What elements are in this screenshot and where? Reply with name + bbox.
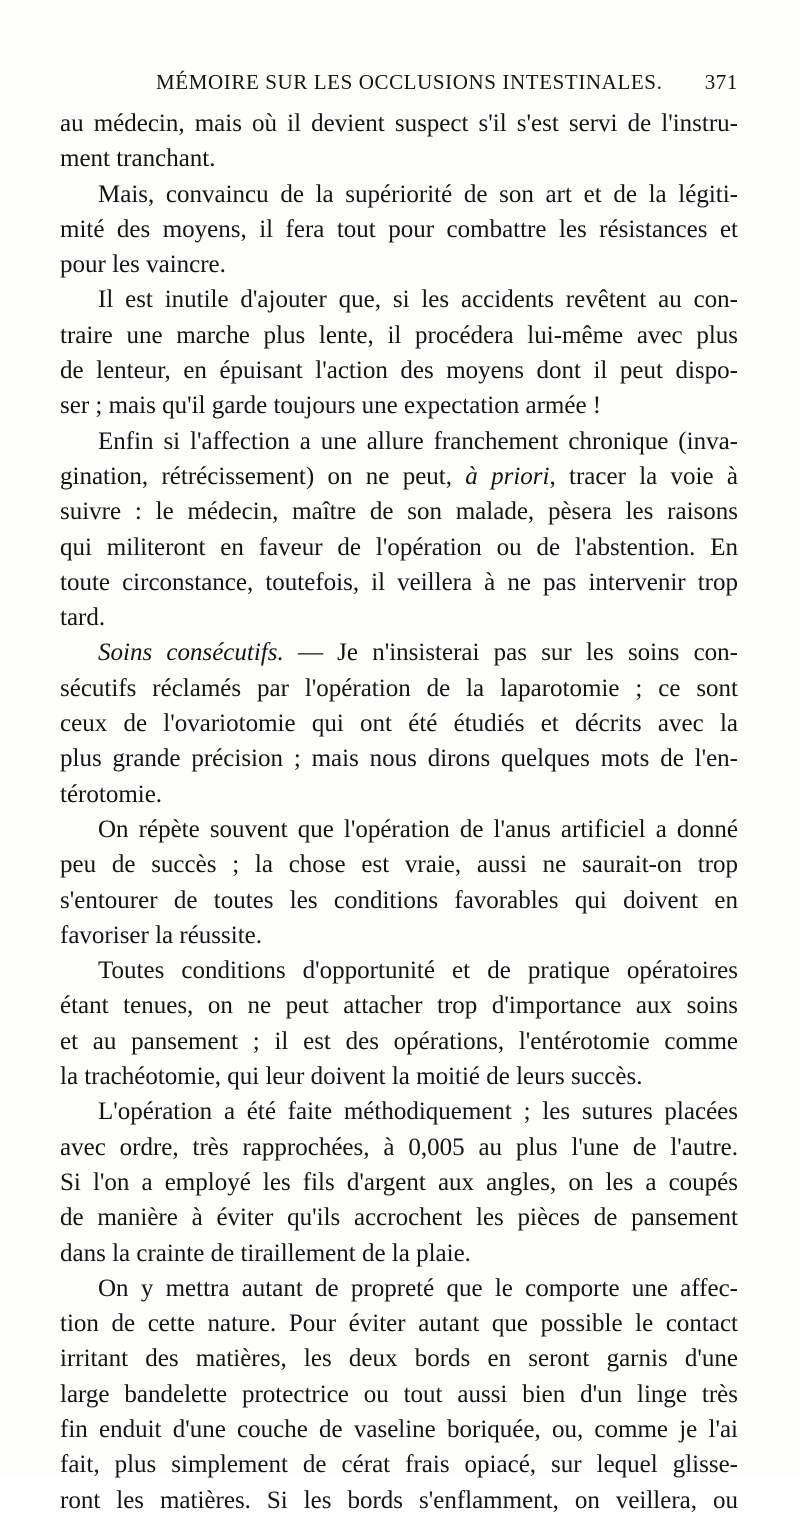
page-number: 371	[704, 70, 738, 94]
text-segment: , tracer la voie à	[549, 462, 738, 490]
running-header	[60, 70, 738, 100]
text-line: au médecin, mais où il devient suspect s'il s'est servi de l'instru-	[60, 110, 738, 137]
text-segment: — Je n'insisterai pas sur les soins con-	[283, 639, 738, 667]
text-line: avec ordre, très rapprochées, à 0,005 au plus l'une de l'autre.	[60, 1133, 738, 1161]
text-line: Si l'on a employé les fils d'argent aux angles, on les a coupés	[60, 1168, 738, 1196]
text-line: dans la crainte de tiraillement de la plaie.	[60, 1239, 471, 1267]
text-line: la trachéotomie, qui leur doivent la moitié de leurs succès.	[60, 1063, 643, 1091]
text-line: L'opération a été faite méthodiquement ; les sutures placées	[98, 1098, 738, 1126]
text-line: toute circonstance, toutefois, il veillera à ne pas intervenir trop	[60, 568, 738, 596]
text-line: sécutifs réclamés par l'opération de la laparotomie ; ce sont	[60, 674, 738, 702]
text-line: irritant des matières, les deux bords en seront garnis d'une	[60, 1345, 738, 1373]
text-line: ceux de l'ovariotomie qui ont été étudiés et décrits avec la	[60, 710, 738, 738]
text-line: de manière à éviter qu'ils accrochent les pièces de pansement	[60, 1204, 738, 1232]
text-line: suivre : le médecin, maître de son malade, pèsera les raisons	[60, 498, 738, 526]
body-text	[60, 106, 738, 1518]
text-line: de lenteur, en épuisant l'action des moyens dont il peut dispo-	[60, 357, 738, 385]
text-line: plus grande précision ; mais nous dirons quelques mots de l'en-	[60, 745, 738, 773]
text-line: s'entourer de toutes les conditions favorables qui doivent en	[60, 886, 738, 914]
text-line	[60, 459, 738, 494]
text-line: traire une marche plus lente, il procédera lui-même avec plus	[60, 321, 738, 349]
text-line: pour les vaincre.	[60, 251, 226, 279]
text-line: tion de cette nature. Pour éviter autant que possible le contact	[60, 1310, 738, 1338]
text-line: fait, plus simplement de cérat frais opiacé, sur lequel glisse-	[60, 1451, 738, 1479]
text-line: et au pansement ; il est des opérations, l'entérotomie comme	[60, 1027, 738, 1055]
text-line	[60, 635, 738, 670]
text-segment: gination, rétrécissement) on ne peut,	[60, 462, 466, 490]
running-title: MÉMOIRE SUR LES OCCLUSIONS INTESTINALES.	[156, 70, 663, 94]
text-line: peu de succès ; la chose est vraie, aussi ne saurait-on trop	[60, 851, 738, 879]
italic-text: Soins consécutifs.	[98, 639, 284, 667]
text-line: Mais, convaincu de la supériorité de son art et de la légiti-	[98, 180, 738, 208]
text-line: ront les matières. Si les bords s'enflamment, on veillera, ou	[60, 1486, 738, 1514]
text-line: large bandelette protectrice ou tout aussi bien d'un linge très	[60, 1380, 738, 1408]
text-line: On répète souvent que l'opération de l'anus artificiel a donné	[98, 815, 738, 843]
text-line: Il est inutile d'ajouter que, si les accidents revêtent au con-	[98, 286, 738, 314]
text-line: ment tranchant.	[60, 145, 216, 173]
text-line: qui militeront en faveur de l'opération ou de l'abstention. En	[60, 533, 738, 561]
text-line: fin enduit d'une couche de vaseline boriquée, ou, comme je l'ai	[60, 1415, 738, 1443]
text-line: Toutes conditions d'opportunité et de pratique opératoires	[98, 957, 738, 985]
text-line: tard.	[60, 604, 106, 632]
text-line: On y mettra autant de propreté que le comporte une affec-	[98, 1274, 738, 1302]
text-line: ser ; mais qu'il garde toujours une expectation armée !	[60, 392, 602, 420]
text-line: favoriser la réussite.	[60, 921, 263, 949]
text-line: térotomie.	[60, 780, 163, 808]
text-line: Enfin si l'affection a une allure franchement chronique (inva-	[98, 427, 738, 455]
text-line: mité des moyens, il fera tout pour combattre les résistances et	[60, 215, 738, 243]
text-line: étant tenues, on ne peut attacher trop d'importance aux soins	[60, 992, 738, 1020]
italic-text: à priori	[465, 462, 550, 490]
